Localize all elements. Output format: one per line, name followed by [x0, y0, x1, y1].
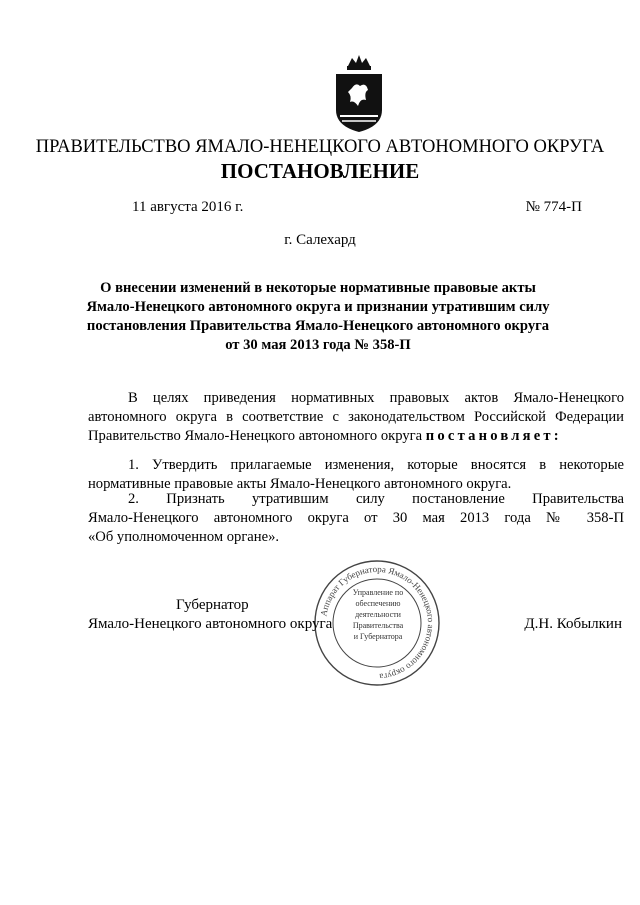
stamp-inner-line: Управление по: [352, 588, 404, 597]
document-number: № 774-П: [525, 199, 582, 215]
document-subject: [80, 279, 556, 355]
item-2-line: 2. Признать утратившим силу постановление Правительства: [128, 491, 624, 507]
item-2-line: Ямало-Ненецкого автономного округа от 30 мая 2013 года № 358-П: [88, 510, 624, 526]
preamble-line: В целях приведения нормативных правовых актов Ямало-Ненецкого: [128, 390, 624, 406]
stamp-ring-text: Аппарат Губернатора Ямало-Ненецкого автономного округа: [318, 563, 437, 682]
subject-line: от 30 мая 2013 года № 358-П: [225, 337, 411, 353]
item-1-line: нормативные правовые акты Ямало-Ненецкого автономного округа.: [88, 476, 512, 492]
item-2-line: «Об уполномоченном органе».: [88, 529, 280, 545]
signer-title: Губернатор: [176, 597, 249, 613]
document-city: г. Салехард: [284, 232, 356, 248]
signer-name: Д.Н. Кобылкин: [524, 616, 622, 632]
item-1-paragraph: [88, 456, 624, 494]
coat-of-arms-icon: [330, 52, 388, 134]
stamp-inner-line: и Губернатора: [353, 632, 403, 641]
stamp-inner-line: Правительства: [352, 621, 404, 630]
government-title: ПРАВИТЕЛЬСТВО ЯМАЛО-НЕНЕЦКОГО АВТОНОМНОГО ОКРУГА: [35, 137, 605, 157]
subject-line: Ямало-Ненецкого автономного округа и признании утратившим силу: [86, 299, 550, 315]
document-type-title: ПОСТАНОВЛЕНИЕ: [220, 159, 420, 183]
preamble-line: автономного округа в соответствие с законодательством Российской Федерации: [88, 409, 624, 425]
subject-line: постановления Правительства Ямало-Ненецкого автономного округа: [86, 318, 550, 334]
preamble-line: [88, 427, 624, 446]
stamp-inner-line: обеспечению: [355, 599, 401, 608]
item-2-paragraph: [88, 490, 624, 547]
preamble-paragraph: [88, 389, 624, 446]
document-date: 11 августа 2016 г.: [132, 199, 244, 215]
item-1-line: 1. Утвердить прилагаемые изменения, которые вносятся в некоторые: [128, 457, 624, 473]
signer-region: Ямало-Ненецкого автономного округа: [88, 616, 333, 632]
subject-line: О внесении изменений в некоторые нормативные правовые акты: [100, 280, 536, 296]
stamp-inner-line: деятельности: [355, 610, 401, 619]
resolution-verb: постановляет:: [425, 428, 562, 444]
stamp-inner-text: [340, 587, 416, 642]
preamble-line-text: Правительство Ямало-Ненецкого автономного округа: [88, 428, 423, 444]
